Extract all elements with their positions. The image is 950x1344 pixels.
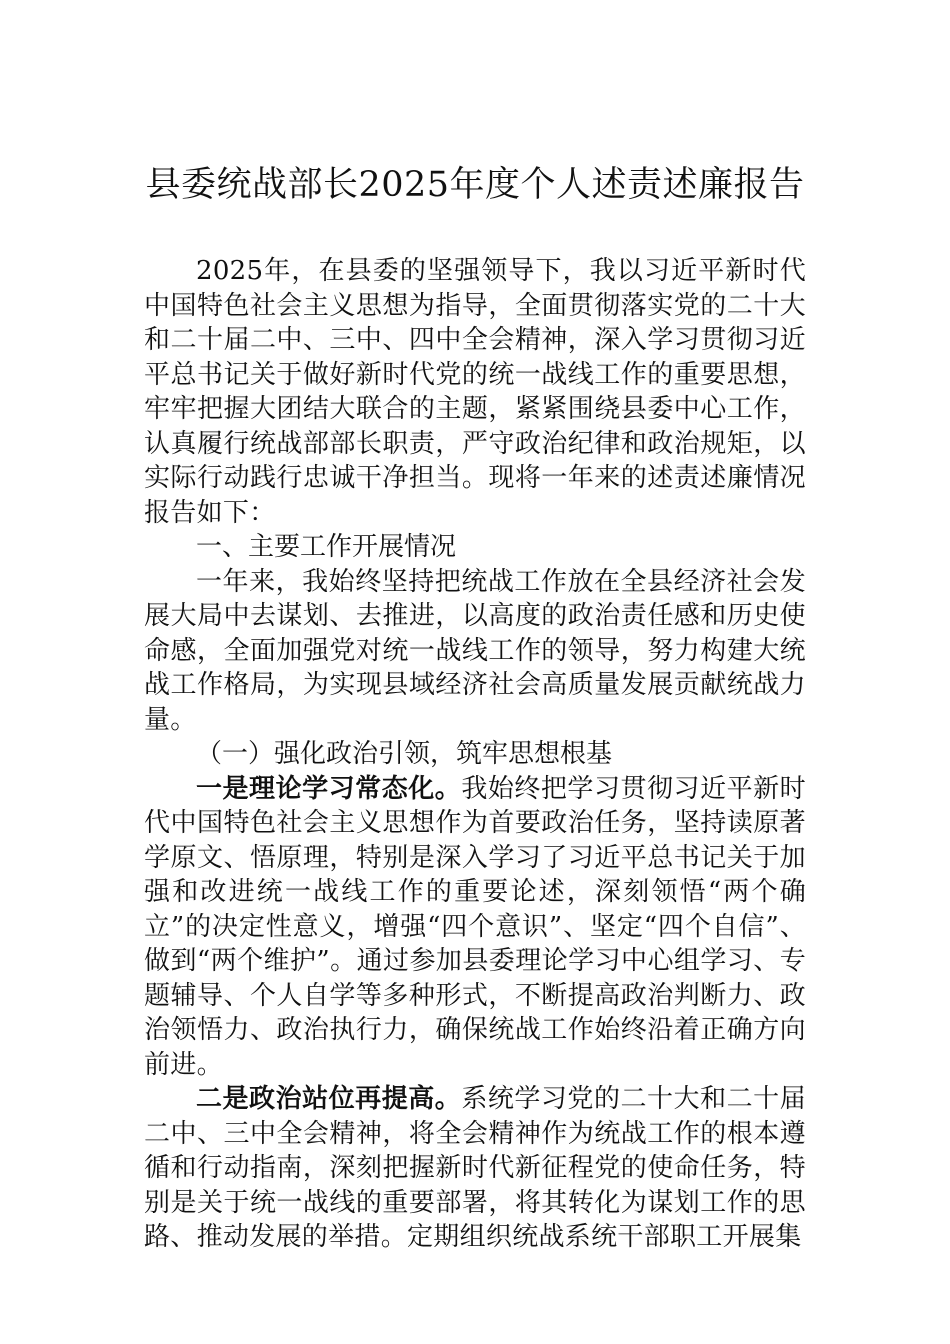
point-text: 系统学习党的二十大和二十届二中、三中全会精神，将全会精神作为统战工作的根本遵循和行动指南，深刻把握新时代新征程党的使命任务，特别是关于统一战线的重要部署，将其转化为谋划工作的思路、推动发展的举措。定期组织统战系统干部职工开展集 — [144, 1084, 806, 1252]
subsection-heading: （一）强化政治引领，筑牢思想根基 — [196, 739, 613, 769]
point-lead: 一是理论学习常态化。 — [196, 773, 462, 804]
point-text: 我始终把学习贯彻习近平新时代中国特色社会主义思想作为首要政治任务，坚持读原著学原文、悟原理，特别是深入学习了习近平总书记关于加强和改进统一战线工作的重要论述，深刻领悟“两个确立”的决定性意义，增强“四个意识”、坚定“四个自信”、做到“两个维护”。通过参加县委理论学习中心组学习、专题辅导、个人自学等多种形式，不断提高政治判断力、政治领悟力、政治执行力，确保统战工作始终沿着正确方向前进。 — [144, 773, 806, 1080]
document-body — [144, 254, 806, 1255]
section-heading: 一、主要工作开展情况 — [196, 532, 457, 562]
section-intro-paragraph: 一年来，我始终坚持把统战工作放在全县经济社会发展大局中去谋划、去推进，以高度的政治责任感和历史使命感，全面加强党对统一战线工作的领导，努力构建大统战工作格局，为实现县域经济社会高质量发展贡献统战力量。 — [144, 566, 806, 735]
intro-paragraph: 2025年，在县委的坚强领导下，我以习近平新时代中国特色社会主义思想为指导，全面贯彻落实党的二十大和二十届二中、三中、四中全会精神，深入学习贯彻习近平总书记关于做好新时代党的统一战线工作的重要思想，牢牢把握大团结大联合的主题，紧紧围绕县委中心工作，认真履行统战部部长职责，严守政治纪律和政治规矩，以实际行动践行忠诚干净担当。现将一年来的述责述廉情况报告如下： — [144, 256, 806, 528]
document-title: 县委统战部长2025年度个人述责述廉报告 — [145, 165, 805, 205]
point-lead: 二是政治站位再提高。 — [196, 1084, 462, 1114]
point-paragraph — [144, 1082, 806, 1255]
point-paragraph — [144, 772, 806, 1083]
